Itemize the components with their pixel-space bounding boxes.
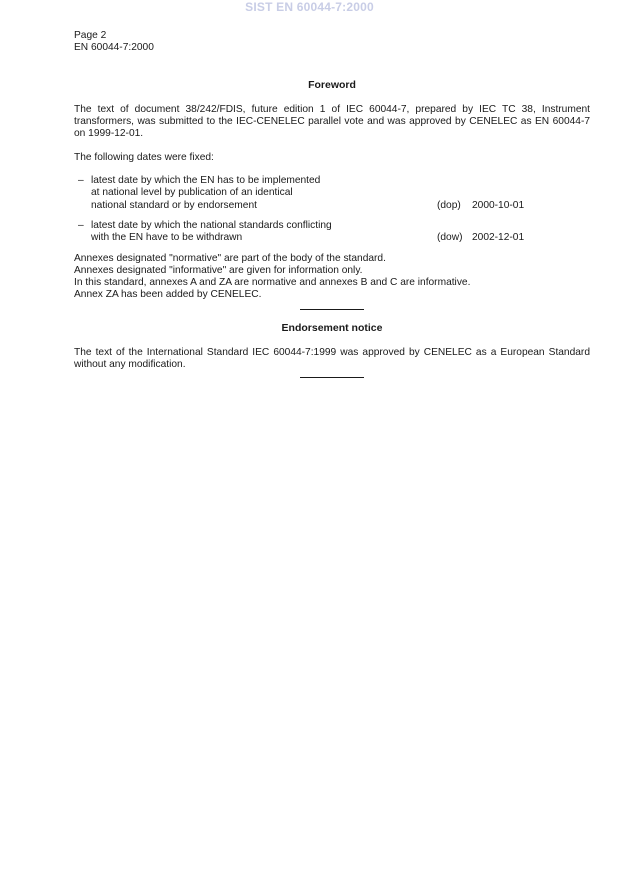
- foreword-title: Foreword: [308, 78, 356, 91]
- date-item-line: national standard or by endorsement: [91, 199, 257, 211]
- watermark: SIST EN 60044-7:2000: [245, 0, 374, 14]
- date-value: 2002-12-01: [472, 232, 525, 244]
- date-item-dop: [74, 175, 590, 212]
- list-dash: –: [78, 219, 84, 231]
- section-divider: [300, 305, 364, 310]
- endorsement-paragraph: The text of the International Standard IEC 60044-7:1999 was approved by CENELEC as a European Standard without any modification.: [74, 347, 590, 371]
- annex-notes: [74, 253, 590, 302]
- endorsement-title: Endorsement notice: [281, 321, 383, 334]
- document-page: [74, 30, 590, 378]
- date-abbr: (dop): [437, 199, 461, 211]
- annex-line: In this standard, annexes A and ZA are normative and annexes B and C are informative.: [74, 277, 471, 289]
- annex-line: Annexes designated "informative" are given for information only.: [74, 264, 363, 276]
- date-item-line: latest date by which the EN has to be implemented: [91, 175, 321, 187]
- date-item-line: latest date by which the national standards conflicting: [91, 219, 332, 231]
- dates-intro: The following dates were fixed:: [74, 151, 214, 163]
- document-id: EN 60044-7:2000: [74, 42, 154, 54]
- section-divider: [300, 373, 364, 378]
- date-value: 2000-10-01: [472, 199, 525, 211]
- date-abbr: (dow): [437, 232, 463, 244]
- foreword-paragraph: The text of document 38/242/FDIS, future edition 1 of IEC 60044-7, prepared by IEC TC 38, Instrument transformers, was submitted to the IEC-CENELEC parallel vote and was approved by CENELEC as EN 60044-7 on 1999-12-01.: [74, 103, 590, 140]
- date-item-line: at national level by publication of an identical: [91, 187, 293, 199]
- annex-line: Annex ZA has been added by CENELEC.: [74, 289, 262, 301]
- date-item-dow: [74, 220, 590, 245]
- list-dash: –: [78, 175, 84, 187]
- date-item-line: with the EN have to be withdrawn: [91, 232, 243, 244]
- page-number: Page 2: [74, 30, 107, 41]
- annex-line: Annexes designated "normative" are part of the body of the standard.: [74, 252, 386, 264]
